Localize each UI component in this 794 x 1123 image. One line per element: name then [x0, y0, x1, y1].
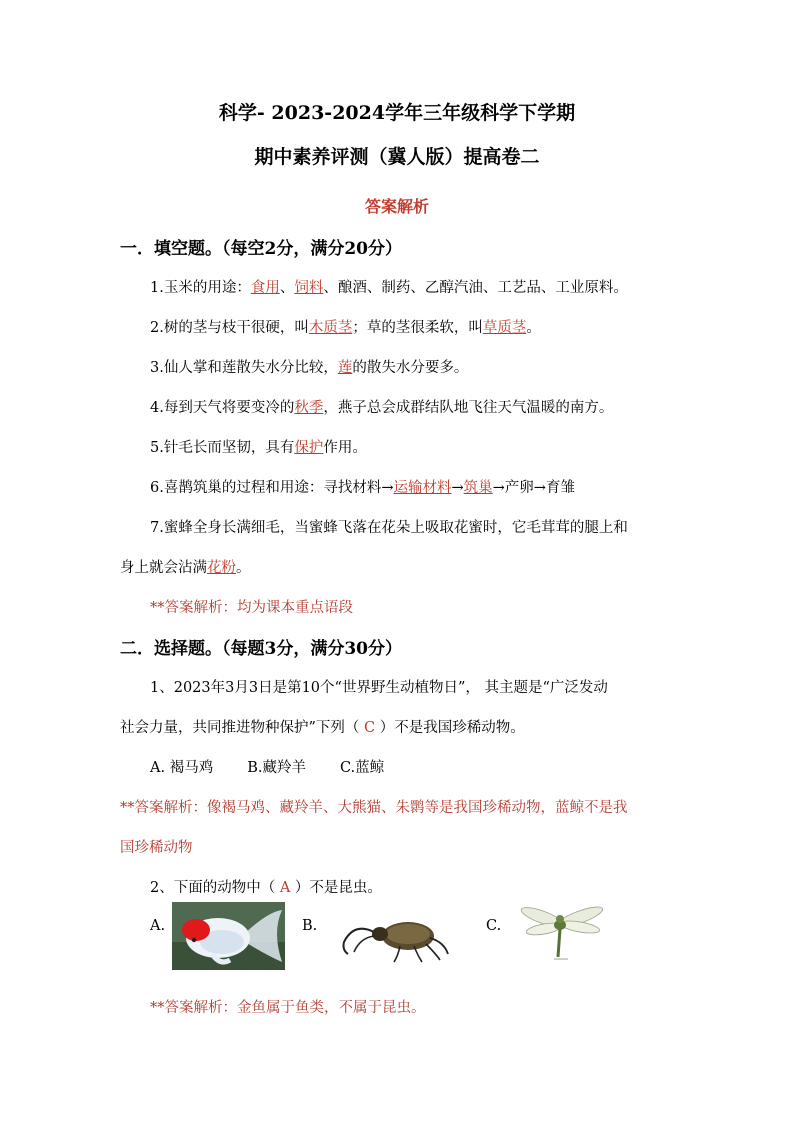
answer-blank: 草质茎: [482, 320, 527, 336]
fill-q1: 1.玉米的用途：食用、饲料、酿酒、制药、乙醇汽油、工艺品、工业原料。: [150, 280, 628, 296]
choice-q2-analysis: **答案解析：金鱼属于鱼类，不属于昆虫。: [150, 1000, 426, 1016]
option-c: C.蓝鲸: [339, 760, 385, 776]
fill-q7-line1: 7.蜜蜂全身长满细毛，当蜜蜂飞落在花朵上吸取花蜜时，它毛茸茸的腿上和: [150, 520, 628, 536]
answer-key-subtitle: 答案解析: [364, 197, 429, 216]
choice-q1-options: [150, 756, 418, 777]
choice-q2: 2、下面的动物中（ A ）不是昆虫。: [150, 880, 382, 896]
section2-heading: 二．选择题。（每题3分，满分30分）: [120, 639, 402, 659]
picture-label-b: B.: [302, 918, 318, 934]
fill-q3: 3.仙人掌和莲散失水分比较，莲的散失水分要多。: [150, 360, 469, 376]
picture-label-a: A.: [150, 918, 166, 934]
answer-blank: 运输材料: [393, 480, 452, 496]
section1-heading: 一．填空题。（每空2分，满分20分）: [120, 239, 402, 259]
answer-blank: 莲: [337, 360, 353, 376]
option-a: A. 褐马鸡: [150, 760, 214, 776]
dragonfly-image: [520, 903, 608, 965]
answer-blank: 筑巢: [463, 480, 493, 496]
beetle-image: [340, 908, 452, 964]
answer-blank: 花粉: [207, 560, 236, 576]
choice-answer: A: [279, 880, 291, 896]
picture-label-c: C.: [486, 918, 502, 934]
answer-blank: 保护: [294, 440, 324, 456]
fill-q2: 2.树的茎与枝干很硬，叫木质茎；草的茎很柔软，叫草质茎。: [150, 320, 541, 336]
answer-blank: 食用: [250, 280, 280, 296]
fill-q5: 5.针毛长而坚韧，具有保护作用。: [150, 440, 367, 456]
answer-blank: 饲料: [294, 280, 324, 296]
choice-q1-line2: 社会力量，共同推进物种保护”下列（ C ）不是我国珍稀动物。: [120, 720, 525, 736]
choice-q1-analysis-line2: 国珍稀动物: [120, 840, 193, 856]
fill-q7-line2: 身上就会沾满花粉。: [120, 560, 251, 576]
fill-q4: 4.每到天气将要变冷的秋季，燕子总会成群结队地飞往天气温暖的南方。: [150, 400, 614, 416]
choice-q1-analysis-line1: **答案解析：像褐马鸡、藏羚羊、大熊猫、朱鹮等是我国珍稀动物，蓝鲸不是我: [120, 800, 628, 816]
fill-q6: 6.喜鹊筑巢的过程和用途：寻找材料→运输材料→筑巢→产卵→育雏: [150, 480, 575, 496]
answer-blank: 秋季: [294, 400, 324, 416]
doc-title-line2: 期中素养评测（冀人版）提高卷二: [254, 146, 540, 168]
answer-blank: 木质茎: [308, 320, 353, 336]
option-b: B.藏羚羊: [247, 760, 306, 776]
doc-title-line1: 科学- 2023-2024学年三年级科学下学期: [218, 102, 576, 124]
choice-q1-line1: 1、2023年3月3日是第10个“世界野生动植物日”， 其主题是“广泛发动: [150, 680, 608, 696]
section1-analysis: **答案解析：均为课本重点语段: [150, 600, 353, 616]
goldfish-image: [172, 902, 285, 970]
choice-answer: C: [364, 720, 376, 736]
